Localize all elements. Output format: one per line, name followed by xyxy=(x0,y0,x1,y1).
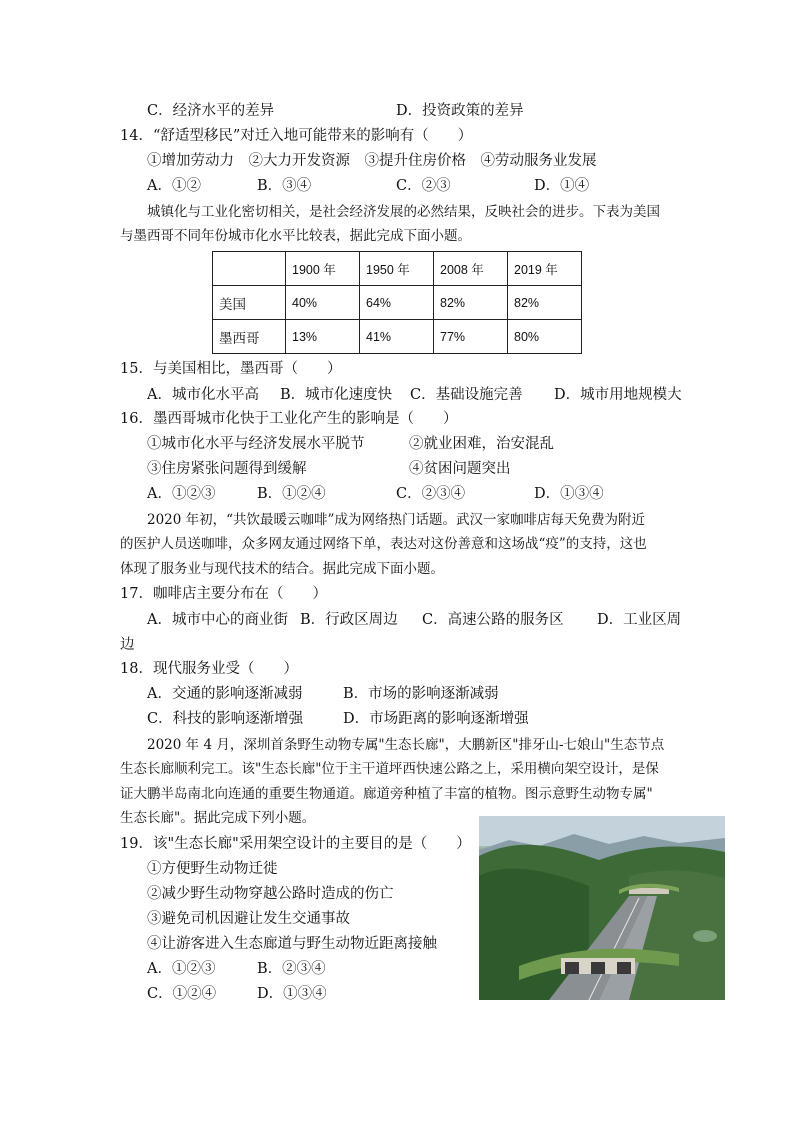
table-cell: 1900 年 xyxy=(286,252,360,286)
eco-corridor-illustration xyxy=(479,816,725,1000)
eco-corridor-photo xyxy=(479,816,725,1000)
q15-option-d: D．城市用地规模大 xyxy=(554,387,682,403)
table-cell: 41% xyxy=(360,320,434,354)
table-cell: 美国 xyxy=(213,286,286,320)
table-cell: 64% xyxy=(360,286,434,320)
q19-item-3: ③避免司机因避让发生交通事故 xyxy=(147,911,350,927)
intro2-line3: 体现了服务业与现代技术的结合。据此完成下面小题。 xyxy=(120,561,444,577)
q15-stem: 15．与美国相比，墨西哥（ ） xyxy=(120,361,342,377)
q17-stem: 17．咖啡店主要分布在（ ） xyxy=(120,586,327,602)
table-cell: 82% xyxy=(508,286,582,320)
q18-stem: 18．现代服务业受（ ） xyxy=(120,661,298,677)
table-cell xyxy=(213,252,286,286)
q15-option-b: B．城市化速度快 xyxy=(280,387,393,403)
q16-item-4: ④贫困问题突出 xyxy=(409,461,511,477)
q16-option-b: B．①②④ xyxy=(257,486,326,502)
q19-option-a: A．①②③ xyxy=(147,961,216,977)
q13-option-c: C．经济水平的差异 xyxy=(147,103,275,119)
intro3-line4: 生态长廊"。据此完成下列小题。 xyxy=(120,810,316,826)
q18-option-a: A．交通的影响逐渐减弱 xyxy=(147,686,303,702)
q18-option-c: C．科技的影响逐渐增强 xyxy=(147,711,304,727)
table-row xyxy=(213,286,582,320)
table-cell: 13% xyxy=(286,320,360,354)
q14-stem: 14．“舒适型移民”对迁入地可能带来的影响有（ ） xyxy=(120,128,473,144)
urbanization-table xyxy=(212,251,582,354)
q14-items: ①增加劳动力 ②大力开发资源 ③提升住房价格 ④劳动服务业发展 xyxy=(147,153,597,169)
q19-option-d: D．①③④ xyxy=(257,986,327,1002)
q15-option-c: C．基础设施完善 xyxy=(410,387,523,403)
q17-option-d: D．工业区周 xyxy=(597,612,682,628)
intro1-line1: 城镇化与工业化密切相关，是社会经济发展的必然结果，反映社会的进步。下表为美国 xyxy=(147,204,660,220)
q19-item-1: ①方便野生动物迁徙 xyxy=(147,861,278,877)
q18-option-d: D．市场距离的影响逐渐增强 xyxy=(343,711,529,727)
q17-option-c: C．高速公路的服务区 xyxy=(422,612,564,628)
q14-option-b: B．③④ xyxy=(257,178,312,194)
q16-item-1: ①城市化水平与经济发展水平脱节 xyxy=(147,436,365,452)
q15-option-a: A．城市化水平高 xyxy=(147,387,259,403)
q17-option-b: B．行政区周边 xyxy=(300,612,398,628)
table-row xyxy=(213,320,582,354)
q14-option-c: C．②③ xyxy=(396,178,451,194)
q14-option-d: D．①④ xyxy=(534,178,590,194)
table-cell: 80% xyxy=(508,320,582,354)
q17-option-a: A．城市中心的商业街 xyxy=(147,612,288,628)
q13-option-d: D．投资政策的差异 xyxy=(396,103,524,119)
q14-option-a: A．①② xyxy=(147,178,201,194)
q16-option-c: C．②③④ xyxy=(396,486,466,502)
q16-stem: 16．墨西哥城市化快于工业化产生的影响是（ ） xyxy=(120,411,458,427)
q19-item-2: ②减少野生动物穿越公路时造成的伤亡 xyxy=(147,886,394,902)
intro3-line3: 证大鹏半岛南北向连通的重要生物通道。廊道旁种植了丰富的植物。图示意野生动物专属" xyxy=(120,786,653,802)
q17-option-d-wrap: 边 xyxy=(120,637,135,653)
q19-option-c: C．①②④ xyxy=(147,986,217,1002)
intro3-line1: 2020 年 4 月，深圳首条野生动物专属"生态长廊"，大鹏新区"排牙山-七娘山"生态节点 xyxy=(147,737,665,753)
table-header-row xyxy=(213,252,582,286)
q16-item-3: ③住房紧张问题得到缓解 xyxy=(147,461,307,477)
table-cell: 墨西哥 xyxy=(213,320,286,354)
intro2-line2: 的医护人员送咖啡，众多网友通过网络下单，表达对这份善意和这场战“疫”的支持，这也 xyxy=(120,536,647,552)
q16-option-a: A．①②③ xyxy=(147,486,216,502)
q16-option-d: D．①③④ xyxy=(534,486,604,502)
q19-stem: 19．该"生态长廊"采用架空设计的主要目的是（ ） xyxy=(120,836,471,852)
intro1-line2: 与墨西哥不同年份城市化水平比较表，据此完成下面小题。 xyxy=(120,228,471,244)
table-cell: 2019 年 xyxy=(508,252,582,286)
q19-option-b: B．②③④ xyxy=(257,961,326,977)
table-cell: 2008 年 xyxy=(434,252,508,286)
intro3-line2: 生态长廊顺利完工。该"生态长廊"位于主干道坪西快速公路之上，采用横向架空设计，是保 xyxy=(120,761,659,777)
q16-item-2: ②就业困难，治安混乱 xyxy=(409,436,554,452)
intro2-line1: 2020 年初，“共饮最暖云咖啡”成为网络热门话题。武汉一家咖啡店每天免费为附近 xyxy=(147,512,645,528)
q19-item-4: ④让游客进入生态廊道与野生动物近距离接触 xyxy=(147,936,437,952)
q18-option-b: B．市场的影响逐渐减弱 xyxy=(343,686,499,702)
table-cell: 1950 年 xyxy=(360,252,434,286)
table-cell: 77% xyxy=(434,320,508,354)
table-cell: 40% xyxy=(286,286,360,320)
table-cell: 82% xyxy=(434,286,508,320)
